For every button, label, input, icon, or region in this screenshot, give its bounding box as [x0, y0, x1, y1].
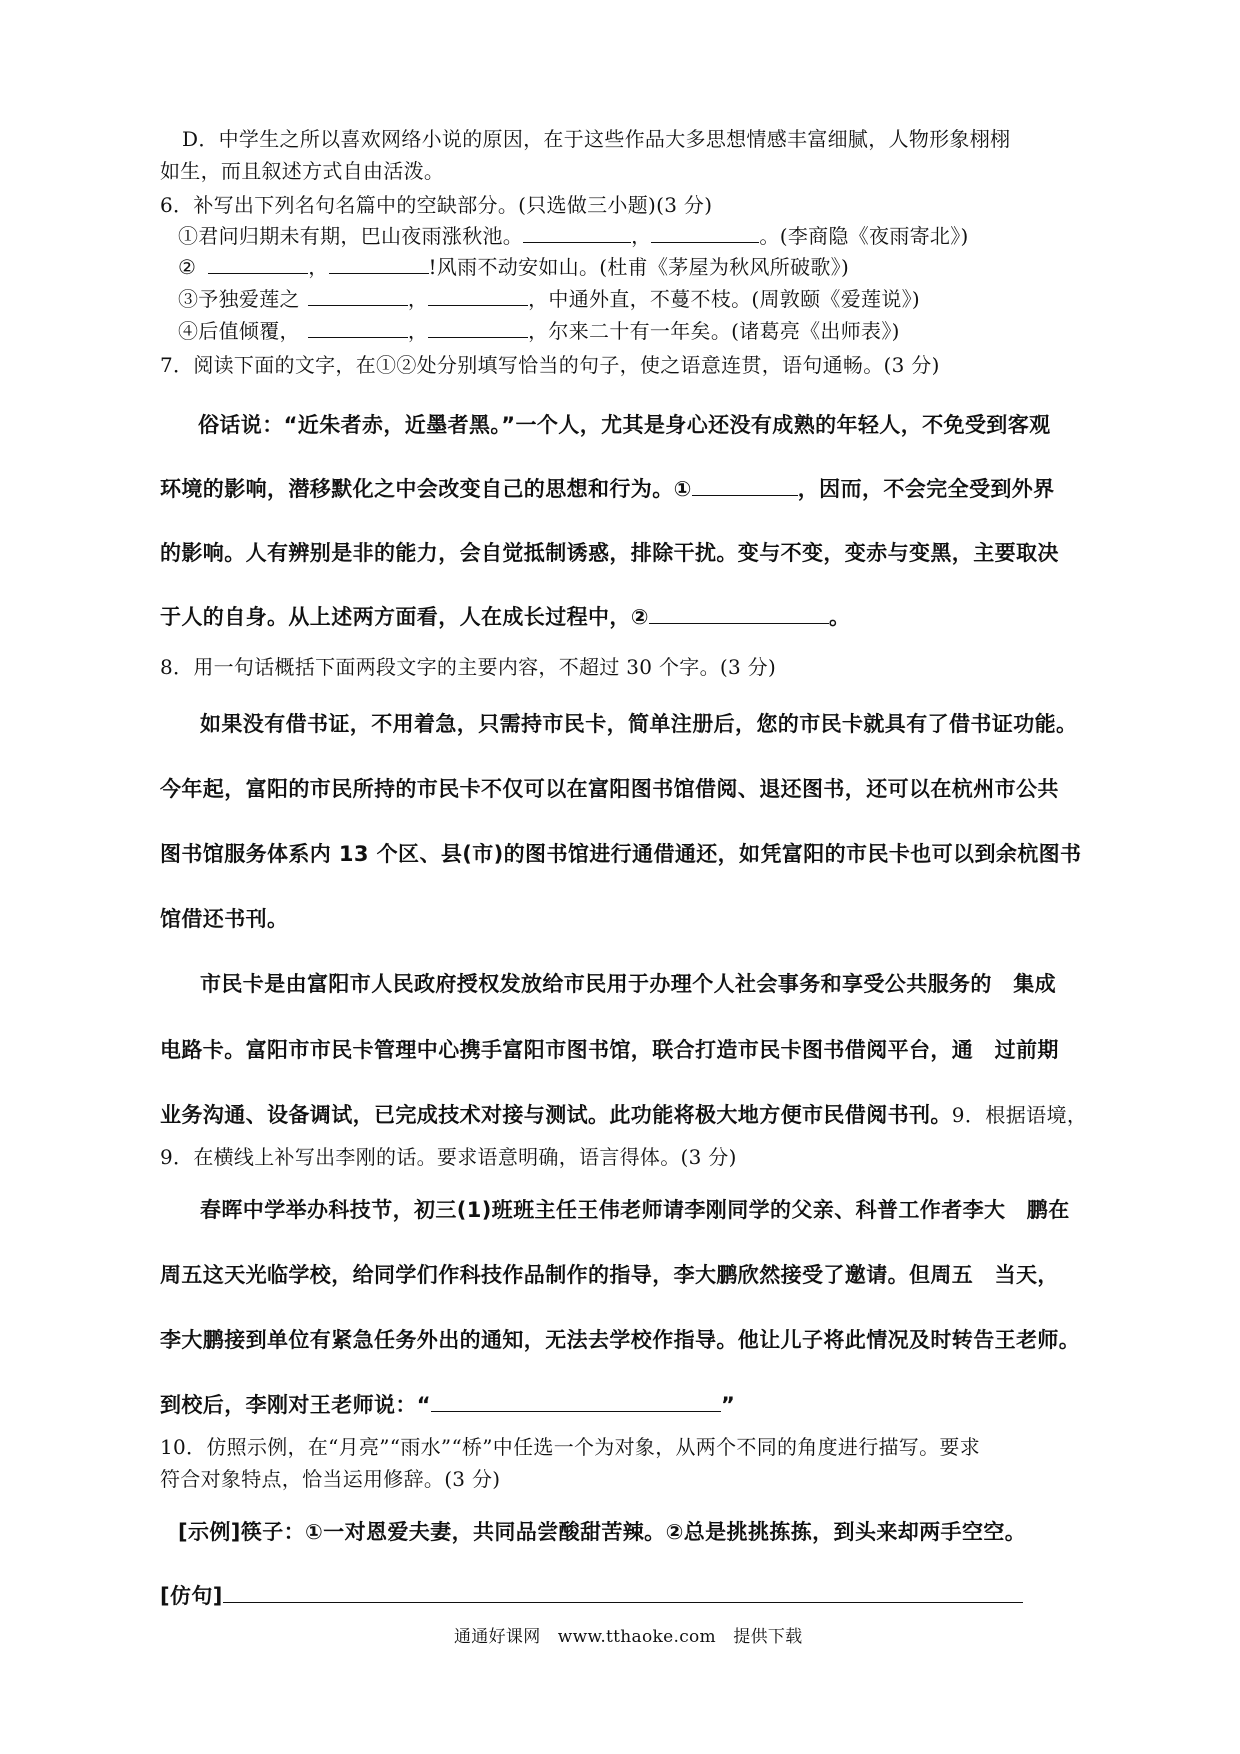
- q7-passage-line3: 的影响。人有辨别是非的能力，会自觉抵制诱惑，排除干扰。变与不变，变赤与变黑，主要取决: [160, 541, 1059, 565]
- q6-item-3: [178, 284, 920, 314]
- q7-line4-tail: 。: [828, 605, 851, 629]
- q6-blank-4b[interactable]: [428, 317, 528, 338]
- q8-para2-line3-text: 业务沟通、设备调试，已完成技术对接与测试。此功能将极大地方便市民借阅书刊。: [160, 1103, 952, 1127]
- q9-passage-line2: 周五这天光临学校，给同学们作科技作品制作的指导，李大鹏欣然接受了邀请。但周五 当天，: [160, 1263, 1059, 1287]
- q7-line2-text: 环境的影响，潜移默化之中会改变自己的思想和行为。①: [160, 477, 692, 501]
- q9-answer-blank[interactable]: [431, 1391, 721, 1412]
- q9-line4-text: 到校后，李刚对王老师说：“: [160, 1393, 432, 1417]
- q9-passage-line4: [160, 1389, 735, 1419]
- q6-item-4: [178, 316, 900, 346]
- q6-item-4-text: ④后值倾覆，: [178, 319, 300, 343]
- q7-passage-line2: [160, 473, 1055, 503]
- q8-stray-q9-prefix: 9．根据语境，: [951, 1103, 1088, 1127]
- q6-title: 6．补写出下列名句名篇中的空缺部分。(只选做三小题)(3 分): [160, 193, 713, 217]
- q6-item-2-num: ②: [178, 255, 197, 279]
- q7-blank-1[interactable]: [692, 475, 798, 496]
- q8-para1-line4: 馆借还书刊。: [160, 907, 289, 931]
- q6-item-4-sep: ，: [407, 319, 429, 343]
- q6-blank-4a[interactable]: [308, 317, 408, 338]
- q10-answer-blank[interactable]: [223, 1582, 1023, 1603]
- q6-blank-2b[interactable]: [329, 253, 429, 274]
- q7-passage-line4: [160, 601, 850, 631]
- q6-item-3-text: ③予独爱莲之: [178, 287, 300, 311]
- q5-option-d-line1: D．中学生之所以喜欢网络小说的原因，在于这些作品大多思想情感丰富细腻，人物形象栩栩: [182, 127, 1011, 151]
- q8-title: 8．用一句话概括下面两段文字的主要内容，不超过 30 个字。(3 分): [160, 655, 777, 679]
- q6-blank-3a[interactable]: [308, 285, 408, 306]
- q10-title-line1: 10．仿照示例，在“月亮”“雨水”“桥”中任选一个为对象，从两个不同的角度进行描写。要求: [160, 1435, 980, 1459]
- q8-para2-line3: [160, 1099, 1087, 1129]
- q6-item-1-text: ①君问归期未有期，巴山夜雨涨秋池。: [178, 224, 524, 248]
- q9-passage-line1: 春晖中学举办科技节，初三(1)班班主任王伟老师请李刚同学的父亲、科普工作者李大 鹏在: [200, 1198, 1070, 1222]
- q8-para2-line2: 电路卡。富阳市市民卡管理中心携手富阳市图书馆，联合打造市民卡图书借阅平台，通 过前期: [160, 1038, 1059, 1062]
- q9-title: 9．在横线上补写出李刚的话。要求语意明确，语言得体。(3 分): [160, 1145, 737, 1169]
- q6-item-1: [178, 221, 969, 251]
- page-footer: 通通好课网 www.tthaoke.com 提供下载: [454, 1627, 803, 1647]
- q6-item-2-end: !风雨不动安如山。(杜甫《茅屋为秋风所破歌》): [428, 255, 850, 279]
- q6-item-3-end: ，中通外直，不蔓不枝。(周敦颐《爱莲说》): [528, 287, 921, 311]
- q6-item-4-end: ，尔来二十有一年矣。(诸葛亮《出师表》): [528, 319, 900, 343]
- q6-blank-2a[interactable]: [208, 253, 308, 274]
- q7-line2-tail: ，因而，不会完全受到外界: [797, 477, 1055, 501]
- q8-para1-line2: 今年起，富阳的市民所持的市民卡不仅可以在富阳图书馆借阅、退还图书，还可以在杭州市公共: [160, 777, 1059, 801]
- q8-para2-line1: 市民卡是由富阳市人民政府授权发放给市民用于办理个人社会事务和享受公共服务的 集成: [200, 972, 1056, 996]
- q10-imitate-label: [仿句]: [160, 1584, 223, 1608]
- q10-example: [示例]筷子：①一对恩爱夫妻，共同品尝酸甜苦辣。②总是挑挑拣拣，到头来却两手空空。: [178, 1520, 1027, 1544]
- q7-blank-2[interactable]: [649, 603, 829, 624]
- q8-para1-line1: 如果没有借书证，不用着急，只需持市民卡，简单注册后，您的市民卡就具有了借书证功能。: [200, 712, 1078, 736]
- q6-blank-1a[interactable]: [523, 222, 631, 243]
- q10-imitate-line: [160, 1580, 1023, 1610]
- q6-item-2: [178, 252, 849, 282]
- q7-line4-text: 于人的自身。从上述两方面看，人在成长过程中，②: [160, 605, 649, 629]
- q6-item-3-sep: ，: [407, 287, 429, 311]
- q6-item-1-sep: ，: [631, 224, 652, 248]
- q7-title: 7．阅读下面的文字，在①②处分别填写恰当的句子，使之语意连贯，语句通畅。(3 分): [160, 353, 940, 377]
- q6-blank-1b[interactable]: [651, 222, 759, 243]
- q6-item-1-end: 。(李商隐《夜雨寄北》): [759, 224, 969, 248]
- q5-option-d-line2: 如生，而且叙述方式自由活泼。: [160, 159, 445, 183]
- q7-passage-line1: 俗话说：“近朱者赤，近墨者黑。”一个人，尤其是身心还没有成熟的年轻人，不免受到客观: [198, 413, 1051, 437]
- q6-item-2-sep: ，: [308, 255, 329, 279]
- q9-passage-line3: 李大鹏接到单位有紧急任务外出的通知，无法去学校作指导。他让儿子将此情况及时转告王老师。: [160, 1328, 1081, 1352]
- q10-title-line2: 符合对象特点，恰当运用修辞。(3 分): [160, 1467, 501, 1491]
- q6-blank-3b[interactable]: [428, 285, 528, 306]
- q8-para1-line3: 图书馆服务体系内 13 个区、县(市)的图书馆进行通借通还，如凭富阳的市民卡也可以到余杭图书: [160, 842, 1082, 866]
- q9-line4-close: ”: [721, 1393, 736, 1417]
